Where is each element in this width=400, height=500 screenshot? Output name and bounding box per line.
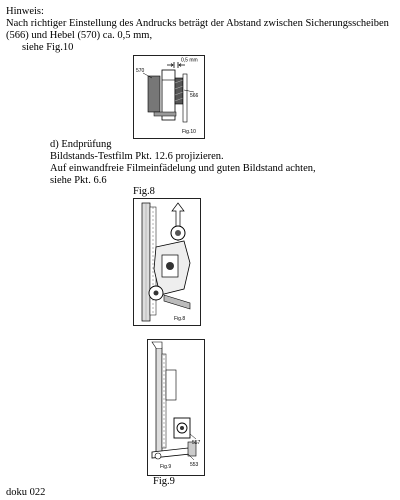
figure-9-title: Fig.9 — [153, 476, 175, 487]
hint-line-3: siehe Fig.10 — [22, 42, 74, 53]
footer-doc-id: doku 022 — [6, 487, 46, 498]
figure-9-label-557: 557 — [192, 440, 201, 446]
figure-10-label-570: 570 — [136, 68, 145, 74]
figure-10-dimension: 0,5 mm — [181, 57, 198, 64]
hint-line-2: (566) und Hebel (570) ca. 0,5 mm, — [6, 30, 153, 41]
figure-9-drawing — [148, 340, 204, 475]
final-check-heading: d) Endprüfung — [50, 139, 112, 150]
figure-8 — [133, 198, 201, 326]
hint-title: Hinweis: — [6, 6, 44, 17]
figure-9-label-553: 553 — [190, 462, 199, 468]
figure-10-drawing — [134, 56, 204, 138]
hint-line-1: Nach richtiger Einstellung des Andrucks beträgt der Abstand zwischen Sicherungsscheiben — [6, 18, 389, 29]
figure-10-caption: Fig.10 — [182, 129, 196, 135]
figure-8-drawing — [134, 199, 200, 325]
final-check-line-3: siehe Pkt. 6.6 — [50, 175, 107, 186]
figure-8-caption: Fig.8 — [174, 316, 186, 322]
final-check-line-1: Bildstands-Testfilm Pkt. 12.6 projizieren. — [50, 151, 224, 162]
figure-9 — [147, 339, 205, 476]
figure-9-caption: Fig.9 — [160, 464, 172, 470]
figure-8-title: Fig.8 — [133, 186, 155, 197]
figure-10 — [133, 55, 205, 139]
final-check-line-2: Auf einwandfreie Filmeinfädelung und guten Bildstand achten, — [50, 163, 316, 174]
figure-10-label-566: 566 — [190, 93, 199, 99]
